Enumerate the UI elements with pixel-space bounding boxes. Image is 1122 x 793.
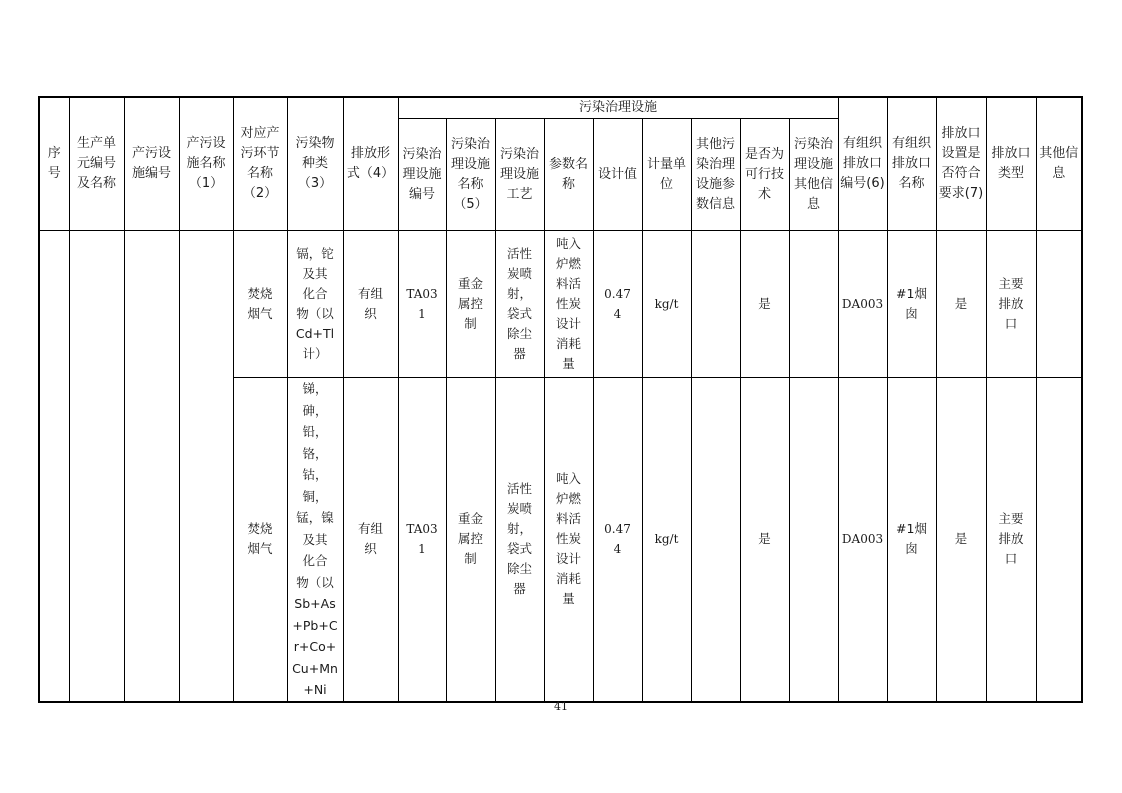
facility-id-cell: TA03 1 [398,231,446,378]
outlet-name-cell: #1烟 囱 [887,378,936,702]
other-params-cell [691,378,740,702]
unit-of-measure-cell: kg/t [642,378,691,702]
seq-cell [39,231,69,702]
facility-name-cell: 重金 属控 制 [446,378,495,702]
outlet-type-cell: 主要 排放 口 [986,231,1036,378]
header-treatment-group: 污染治理设施 [398,97,838,119]
outlet-type-cell: 主要 排放 口 [986,378,1036,702]
unit-cell [69,231,124,702]
source-id-cell [124,231,179,702]
header-pollutant: 污染物 种类（3） [287,97,343,231]
param-name-cell: 吨入 炉燃 料活 性炭 设计 消耗 量 [544,231,593,378]
header-unit: 生产单 元编号 及名称 [69,97,124,231]
feasible-cell: 是 [740,231,789,378]
process-cell: 活性 炭喷 射， 袋式 除尘 器 [495,231,544,378]
unit-of-measure-cell: kg/t [642,231,691,378]
header-feasible: 是否为 可行技 术 [740,119,789,231]
header-discharge-form: 排放形 式（4） [343,97,398,231]
other-info-cell [789,231,838,378]
header-design-value: 设计值 [593,119,642,231]
emission-facility-table [38,96,1083,703]
feasible-cell: 是 [740,378,789,702]
header-source-id: 产污设 施编号 [124,97,179,231]
facility-name-cell: 重金 属控 制 [446,231,495,378]
link-cell: 焚烧 烟气 [233,378,287,702]
other-params-cell [691,231,740,378]
page-number: 41 [554,700,568,713]
pollutant-cell: 镉，铊 及其 化合 物（以 Cd+Tl 计） [287,231,343,378]
header-seq: 序 号 [39,97,69,231]
header-link-name: 对应产 污环节 名称（2） [233,97,287,231]
facility-id-cell: TA03 1 [398,378,446,702]
header-other-info: 污染治 理设施 其他信 息 [789,119,838,231]
pollutant-cell: 锑， 砷， 铅， 铬， 钴， 铜， 锰，镍 及其 化合 物（以 Sb+As +Pb+C r+Co+ Cu+Mn +Ni [287,378,343,702]
other-info-cell [789,378,838,702]
remarks-cell [1036,378,1082,702]
design-value-cell: 0.47 4 [593,231,642,378]
header-outlet-name: 有组织 排放口 名称 [887,97,936,231]
discharge-form-cell: 有组 织 [343,231,398,378]
discharge-form-cell: 有组 织 [343,378,398,702]
header-facility-name: 污染治 理设施 名称 （5） [446,119,495,231]
source-name-cell [179,231,233,702]
outlet-id-cell: DA003 [838,378,887,702]
header-param-name: 参数名 称 [544,119,593,231]
table-row [39,231,1082,378]
header-other-params: 其他污 染治理 设施参 数信息 [691,119,740,231]
header-remarks: 其他信 息 [1036,97,1082,231]
outlet-name-cell: #1烟 囱 [887,231,936,378]
outlet-id-cell: DA003 [838,231,887,378]
header-outlet-id: 有组织 排放口 编号(6) [838,97,887,231]
header-outlet-type: 排放口 类型 [986,97,1036,231]
header-unit-of-measure: 计量单 位 [642,119,691,231]
header-process: 污染治 理设施 工艺 [495,119,544,231]
param-name-cell: 吨入 炉燃 料活 性炭 设计 消耗 量 [544,378,593,702]
remarks-cell [1036,231,1082,378]
design-value-cell: 0.47 4 [593,378,642,702]
header-outlet-compliant: 排放口 设置是 否符合 要求(7) [936,97,986,231]
header-row-group [39,97,1082,119]
header-source-name: 产污设 施名称 （1） [179,97,233,231]
link-cell: 焚烧 烟气 [233,231,287,378]
compliant-cell: 是 [936,231,986,378]
process-cell: 活性 炭喷 射， 袋式 除尘 器 [495,378,544,702]
compliant-cell: 是 [936,378,986,702]
header-facility-id: 污染治 理设施 编号 [398,119,446,231]
